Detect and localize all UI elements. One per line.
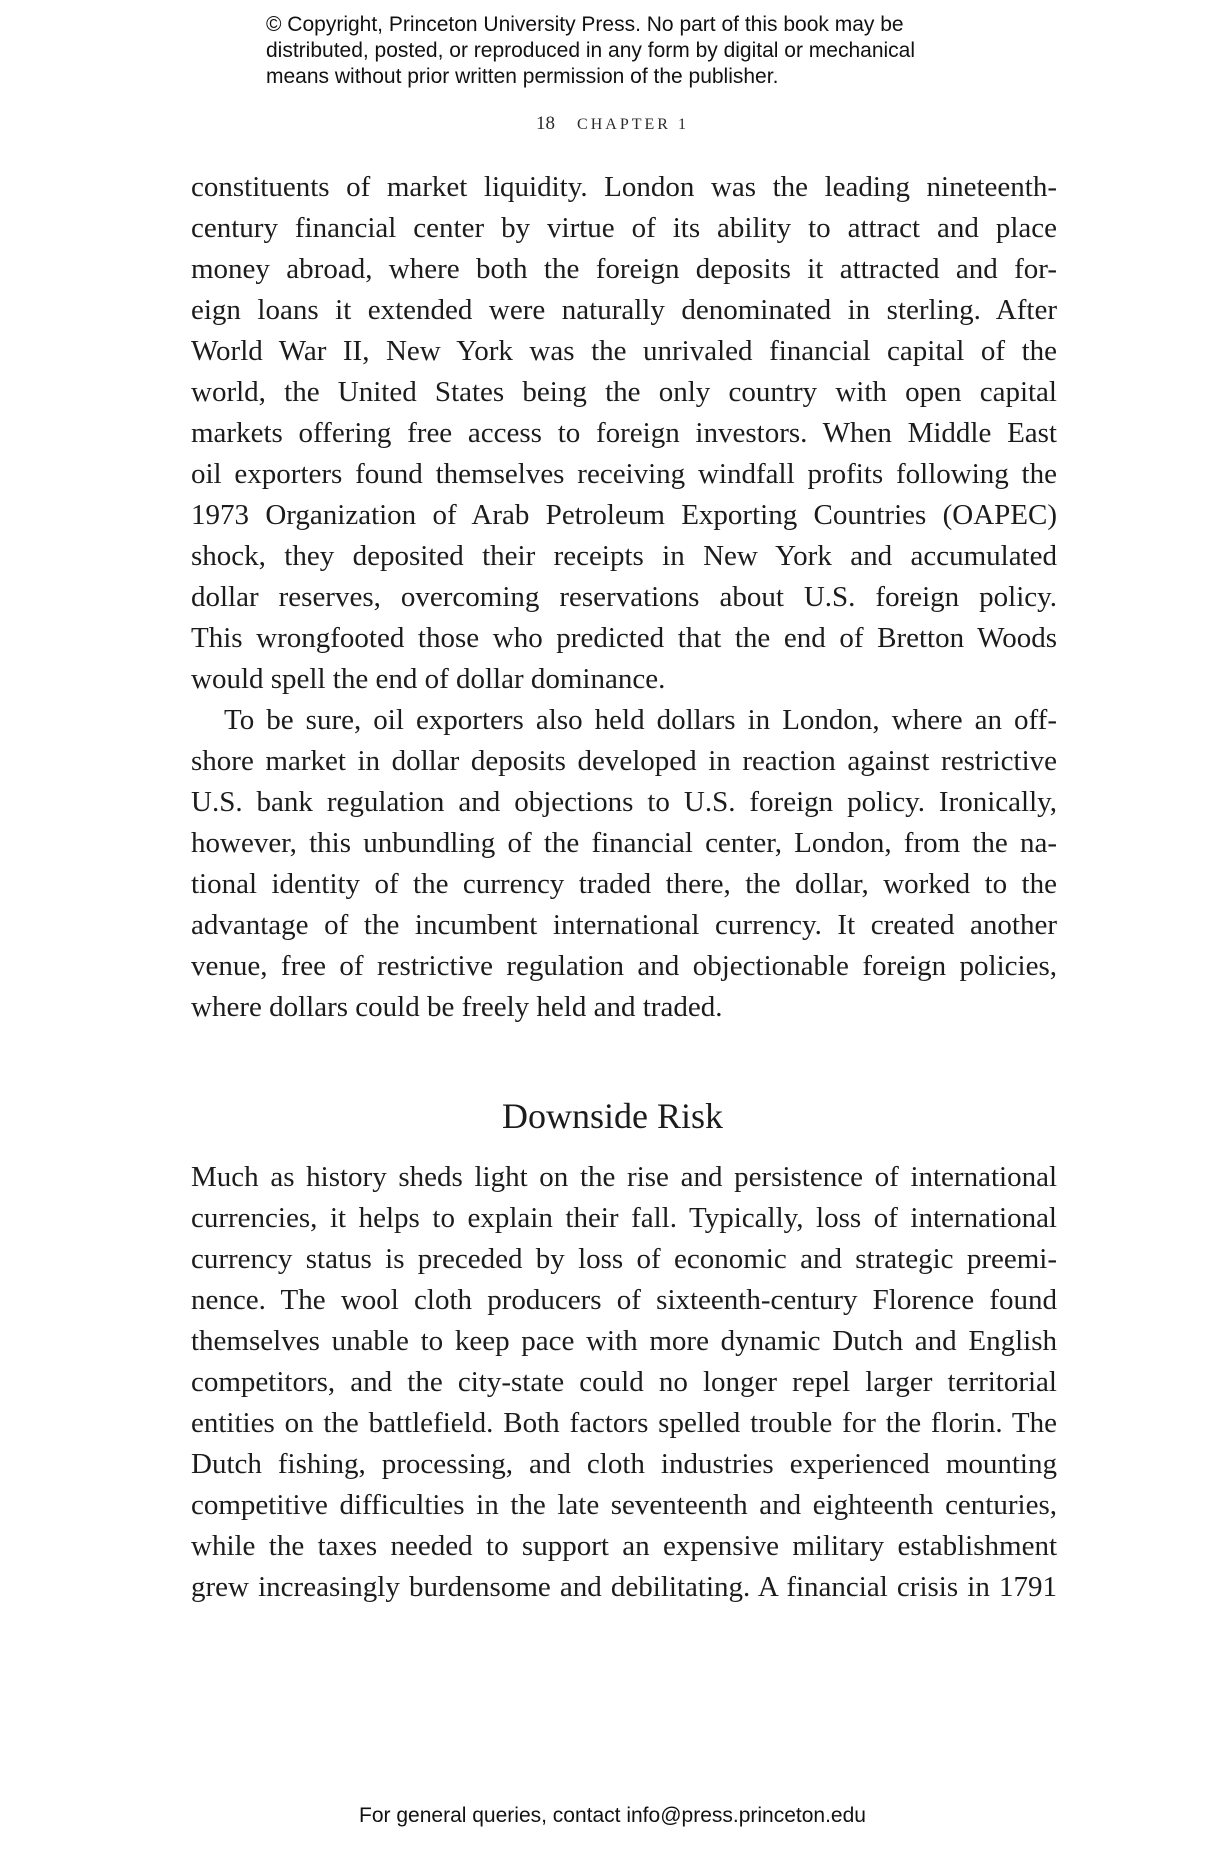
text-line: World War II, New York was the unrivaled financial capital of the <box>191 335 1057 367</box>
page-number: 18 <box>536 113 556 134</box>
text-line: world, the United States being the only country with open capital <box>191 376 1057 408</box>
text-line: oil exporters found themselves receiving windfall profits following the <box>191 458 1057 490</box>
text-line: however, this unbundling of the financial center, London, from the na- <box>191 827 1057 859</box>
text-line: competitive difficulties in the late seventeenth and eighteenth centuries, <box>191 1489 1057 1521</box>
text-line: venue, free of restrictive regulation and objectionable foreign policies, <box>191 950 1057 982</box>
text-line: entities on the battlefield. Both factors spelled trouble for the florin. The <box>191 1407 1057 1439</box>
paragraph <box>191 1157 1057 1608</box>
paragraph <box>191 167 1057 700</box>
text-line: nence. The wool cloth producers of sixteenth-century Florence found <box>191 1284 1057 1316</box>
copyright-notice <box>266 12 986 90</box>
text-line: Much as history sheds light on the rise and persistence of international <box>191 1161 1057 1193</box>
text-line: currencies, it helps to explain their fall. Typically, loss of international <box>191 1202 1057 1234</box>
copyright-line: means without prior written permission of the publisher. <box>266 65 779 88</box>
text-line: where dollars could be freely held and traded. <box>191 991 723 1023</box>
text-line: while the taxes needed to support an expensive military establishment <box>191 1530 1057 1562</box>
text-line: To be sure, oil exporters also held dollars in London, where an off- <box>224 704 1057 736</box>
text-line: grew increasingly burdensome and debilitating. A financial crisis in 1791 <box>191 1571 1057 1603</box>
text-line: Dutch fishing, processing, and cloth industries experienced mounting <box>191 1448 1057 1480</box>
chapter-label: CHAPTER 1 <box>577 116 689 133</box>
text-line: currency status is preceded by loss of economic and strategic preemi- <box>191 1243 1057 1275</box>
text-line: money abroad, where both the foreign deposits it attracted and for- <box>191 253 1057 285</box>
text-line: dollar reserves, overcoming reservations about U.S. foreign policy. <box>191 581 1057 613</box>
text-line: 1973 Organization of Arab Petroleum Exporting Countries (OAPEC) <box>191 499 1057 531</box>
paragraph <box>191 700 1057 1028</box>
text-line: themselves unable to keep pace with more dynamic Dutch and English <box>191 1325 1057 1357</box>
footer-contact: For general queries, contact info@press.princeton.edu <box>359 1804 866 1827</box>
text-line: markets offering free access to foreign investors. When Middle East <box>191 417 1057 449</box>
text-line: shock, they deposited their receipts in New York and accumulated <box>191 540 1057 572</box>
text-line: This wrongfooted those who predicted that the end of Bretton Woods <box>191 622 1057 654</box>
copyright-line: distributed, posted, or reproduced in any form by digital or mechanical <box>266 39 916 62</box>
text-line: U.S. bank regulation and objections to U.S. foreign policy. Ironically, <box>191 786 1057 818</box>
text-line: century financial center by virtue of its ability to attract and place <box>191 212 1057 244</box>
running-head <box>0 113 1225 135</box>
text-line: constituents of market liquidity. London was the leading nineteenth- <box>191 171 1057 203</box>
text-line: eign loans it extended were naturally denominated in sterling. After <box>191 294 1057 326</box>
text-line: advantage of the incumbent international currency. It created another <box>191 909 1057 941</box>
text-line: tional identity of the currency traded there, the dollar, worked to the <box>191 868 1057 900</box>
copyright-line: © Copyright, Princeton University Press. No part of this book may be <box>266 13 904 36</box>
text-line: would spell the end of dollar dominance. <box>191 663 666 695</box>
section-heading: Downside Risk <box>501 1096 723 1136</box>
text-line: shore market in dollar deposits developed in reaction against restrictive <box>191 745 1057 777</box>
text-line: competitors, and the city-state could no longer repel larger territorial <box>191 1366 1057 1398</box>
